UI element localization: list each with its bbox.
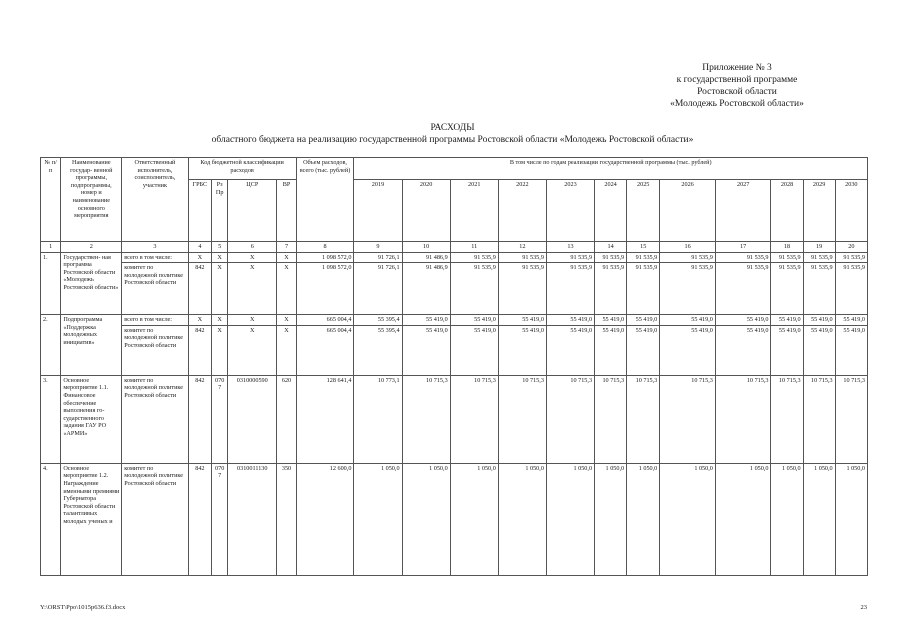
rzpr-cell: Х: [212, 315, 228, 326]
appendix-line-2: к государственной программе: [676, 75, 798, 85]
grbs-cell: 842: [188, 463, 212, 575]
year-value-cell: 1 050,0: [450, 463, 498, 575]
header-year: 2028: [771, 180, 803, 242]
row-name-cell: Основное мероприятие 1.2. Награждение именными премиями Губернатора Ростовской области талантливых молодых ученых и: [61, 463, 122, 575]
column-number-cell: 14: [595, 242, 627, 253]
csr-cell: Х: [228, 315, 277, 326]
year-value-cell: 1 050,0: [627, 463, 660, 575]
page-number: 23: [860, 604, 867, 611]
year-value-cell: 55 419,0: [627, 325, 660, 375]
year-value-cell: 91 486,9: [402, 252, 450, 263]
grbs-cell: 842: [188, 325, 212, 375]
year-value-cell: 91 535,9: [660, 252, 716, 263]
header-volume: Объем расходов, всего (тыс. рублей): [296, 158, 354, 242]
appendix-line-1: Приложение № 3: [702, 63, 772, 73]
column-number-cell: 4: [188, 242, 212, 253]
year-value-cell: 55 419,0: [546, 315, 594, 326]
header-year: 2029: [803, 180, 835, 242]
header-year: 2027: [715, 180, 771, 242]
year-value-cell: 10 715,3: [450, 375, 498, 463]
year-value-cell: 91 535,9: [803, 252, 835, 263]
executor-cell: комитет по молодежной политике Ростовской области: [122, 263, 188, 315]
year-value-cell: 10 715,3: [835, 375, 867, 463]
year-value-cell: 55 419,0: [803, 325, 835, 375]
row-name-cell: Подпрограмма «Поддержка молодежных инициатив»: [61, 315, 122, 376]
row-name-cell: Государствен- ная программа Ростовской области «Молодежь Ростовской области»: [61, 252, 122, 315]
year-value-cell: 55 419,0: [498, 325, 546, 375]
year-value-cell: 91 535,9: [660, 263, 716, 315]
column-number-cell: 18: [771, 242, 803, 253]
year-value-cell: 55 419,0: [450, 325, 498, 375]
row-number-cell: 3.: [41, 375, 61, 463]
header-executor: Ответственный исполнитель, соисполнитель, участник: [122, 158, 188, 242]
rzpr-cell: Х: [212, 263, 228, 315]
table-row: [41, 463, 868, 575]
header-code-group: Код бюджетной классификации расходов: [188, 158, 296, 180]
year-value-cell: 55 419,0: [660, 325, 716, 375]
title-line-2: областного бюджета на реализацию государственной программы Ростовской области «Молодежь Ростовской области»: [211, 135, 694, 145]
year-value-cell: 55 419,0: [498, 315, 546, 326]
year-value-cell: 55 419,0: [450, 315, 498, 326]
csr-cell: Х: [228, 325, 277, 375]
header-year: 2025: [627, 180, 660, 242]
year-value-cell: 1 050,0: [803, 463, 835, 575]
year-value-cell: 55 419,0: [771, 315, 803, 326]
vr-cell: Х: [277, 325, 296, 375]
executor-cell: комитет по молодежной политике Ростовской области: [122, 325, 188, 375]
header-year: 2026: [660, 180, 716, 242]
column-number-cell: 12: [498, 242, 546, 253]
column-number-cell: 20: [835, 242, 867, 253]
volume-cell: 665 004,4: [296, 325, 354, 375]
volume-cell: 665 004,4: [296, 315, 354, 326]
volume-cell: 12 600,0: [296, 463, 354, 575]
year-value-cell: 55 419,0: [835, 325, 867, 375]
year-value-cell: 91 535,9: [803, 263, 835, 315]
column-number-cell: 3: [122, 242, 188, 253]
year-value-cell: 91 535,9: [835, 263, 867, 315]
year-value-cell: 91 535,9: [498, 252, 546, 263]
year-value-cell: 91 535,9: [715, 263, 771, 315]
year-value-cell: 91 726,1: [354, 263, 402, 315]
column-number-cell: 8: [296, 242, 354, 253]
year-value-cell: 1 050,0: [835, 463, 867, 575]
column-number-cell: 9: [354, 242, 402, 253]
table-row: [41, 263, 868, 315]
appendix-header: [607, 62, 867, 110]
header-year: 2020: [402, 180, 450, 242]
year-value-cell: 91 535,9: [835, 252, 867, 263]
year-value-cell: 55 419,0: [835, 315, 867, 326]
year-value-cell: 55 419,0: [803, 315, 835, 326]
year-value-cell: 10 715,3: [771, 375, 803, 463]
column-number-cell: 11: [450, 242, 498, 253]
column-number-cell: 15: [627, 242, 660, 253]
year-value-cell: 91 535,9: [627, 263, 660, 315]
column-number-cell: 6: [228, 242, 277, 253]
column-number-cell: 10: [402, 242, 450, 253]
footer-file-path: Y:\ORST\Ppo\1015p636.f3.docx: [40, 604, 126, 611]
year-value-cell: 55 419,0: [402, 315, 450, 326]
year-value-cell: 10 715,3: [715, 375, 771, 463]
table-row: [41, 315, 868, 326]
column-number-cell: 1: [41, 242, 61, 253]
header-vr: ВР: [277, 180, 296, 242]
header-grbs: ГРБС: [188, 180, 212, 242]
csr-cell: 0310011130: [228, 463, 277, 575]
year-value-cell: 55 419,0: [627, 315, 660, 326]
year-value-cell: 10 715,3: [498, 375, 546, 463]
column-number-cell: 17: [715, 242, 771, 253]
rzpr-cell: Х: [212, 325, 228, 375]
grbs-cell: Х: [188, 315, 212, 326]
document-title: [0, 122, 905, 146]
year-value-cell: 91 535,9: [546, 252, 594, 263]
header-num: № п/п: [41, 158, 61, 242]
table-row: [41, 375, 868, 463]
csr-cell: 0310000590: [228, 375, 277, 463]
header-year: 2022: [498, 180, 546, 242]
column-number-cell: 13: [546, 242, 594, 253]
executor-cell: всего в том числе:: [122, 252, 188, 263]
header-year: 2019: [354, 180, 402, 242]
header-year: 2030: [835, 180, 867, 242]
csr-cell: Х: [228, 252, 277, 263]
column-number-cell: 16: [660, 242, 716, 253]
title-line-1: РАСХОДЫ: [430, 123, 475, 133]
appendix-line-3: Ростовской области: [697, 87, 777, 97]
year-value-cell: 55 419,0: [402, 325, 450, 375]
year-value-cell: 1 050,0: [498, 463, 546, 575]
year-value-cell: 1 050,0: [715, 463, 771, 575]
year-value-cell: 91 535,9: [771, 252, 803, 263]
vr-cell: Х: [277, 315, 296, 326]
year-value-cell: 10 715,3: [546, 375, 594, 463]
grbs-cell: 842: [188, 263, 212, 315]
header-years-group: В том числе по годам реализации государственной программы (тыс. рублей): [354, 158, 868, 180]
header-name: Наименование государ- венной программы, подпрограммы, номер и наименование основного мероприятия: [61, 158, 122, 242]
year-value-cell: 1 050,0: [546, 463, 594, 575]
year-value-cell: 55 419,0: [715, 325, 771, 375]
year-value-cell: 10 715,3: [803, 375, 835, 463]
year-value-cell: 91 726,1: [354, 252, 402, 263]
column-number-row: [41, 242, 868, 253]
executor-cell: комитет по молодежной политике Ростовской области: [122, 463, 188, 575]
row-number-cell: 1.: [41, 252, 61, 315]
year-value-cell: 91 535,9: [715, 252, 771, 263]
year-value-cell: 1 050,0: [660, 463, 716, 575]
row-number-cell: 2.: [41, 315, 61, 376]
year-value-cell: 1 050,0: [354, 463, 402, 575]
appendix-line-4: «Молодежь Ростовской области»: [670, 99, 804, 109]
row-number-cell: 4.: [41, 463, 61, 575]
volume-cell: 1 098 572,0: [296, 252, 354, 263]
year-value-cell: 91 535,9: [546, 263, 594, 315]
header-csr: ЦСР: [228, 180, 277, 242]
table-row: [41, 325, 868, 375]
header-year: 2023: [546, 180, 594, 242]
year-value-cell: 91 535,9: [627, 252, 660, 263]
table-row: [41, 252, 868, 263]
year-value-cell: 55 419,0: [595, 325, 627, 375]
year-value-cell: 55 395,4: [354, 315, 402, 326]
vr-cell: 620: [277, 375, 296, 463]
rzpr-cell: 0707: [212, 375, 228, 463]
year-value-cell: 10 715,3: [595, 375, 627, 463]
year-value-cell: 55 419,0: [715, 315, 771, 326]
year-value-cell: 91 535,9: [595, 252, 627, 263]
vr-cell: Х: [277, 252, 296, 263]
header-year: 2024: [595, 180, 627, 242]
year-value-cell: 1 050,0: [402, 463, 450, 575]
column-number-cell: 19: [803, 242, 835, 253]
year-value-cell: 91 535,9: [771, 263, 803, 315]
grbs-cell: Х: [188, 252, 212, 263]
csr-cell: Х: [228, 263, 277, 315]
column-number-cell: 7: [277, 242, 296, 253]
year-value-cell: 55 395,4: [354, 325, 402, 375]
volume-cell: 128 641,4: [296, 375, 354, 463]
volume-cell: 1 098 572,0: [296, 263, 354, 315]
year-value-cell: 91 535,9: [450, 252, 498, 263]
vr-cell: 350: [277, 463, 296, 575]
column-number-cell: 2: [61, 242, 122, 253]
executor-cell: комитет по молодежной политике Ростовской области: [122, 375, 188, 463]
column-number-cell: 5: [212, 242, 228, 253]
year-value-cell: 91 486,9: [402, 263, 450, 315]
year-value-cell: 91 535,9: [498, 263, 546, 315]
budget-table: [40, 157, 868, 576]
header-year: 2021: [450, 180, 498, 242]
year-value-cell: 55 419,0: [546, 325, 594, 375]
year-value-cell: 55 419,0: [660, 315, 716, 326]
year-value-cell: 10 773,1: [354, 375, 402, 463]
year-value-cell: 1 050,0: [771, 463, 803, 575]
year-value-cell: 55 419,0: [771, 325, 803, 375]
rzpr-cell: Х: [212, 252, 228, 263]
executor-cell: всего в том числе:: [122, 315, 188, 326]
year-value-cell: 91 535,9: [595, 263, 627, 315]
row-name-cell: Основное мероприятие 1.1. Финансовое обеспечение выполнения го- сударственного задания ГАУ РО «АРМИ»: [61, 375, 122, 463]
header-rzpr: Рз Пр: [212, 180, 228, 242]
year-value-cell: 55 419,0: [595, 315, 627, 326]
year-value-cell: 10 715,3: [660, 375, 716, 463]
year-value-cell: 10 715,3: [402, 375, 450, 463]
rzpr-cell: 0707: [212, 463, 228, 575]
vr-cell: Х: [277, 263, 296, 315]
year-value-cell: 91 535,9: [450, 263, 498, 315]
year-value-cell: 10 715,3: [627, 375, 660, 463]
year-value-cell: 1 050,0: [595, 463, 627, 575]
grbs-cell: 842: [188, 375, 212, 463]
